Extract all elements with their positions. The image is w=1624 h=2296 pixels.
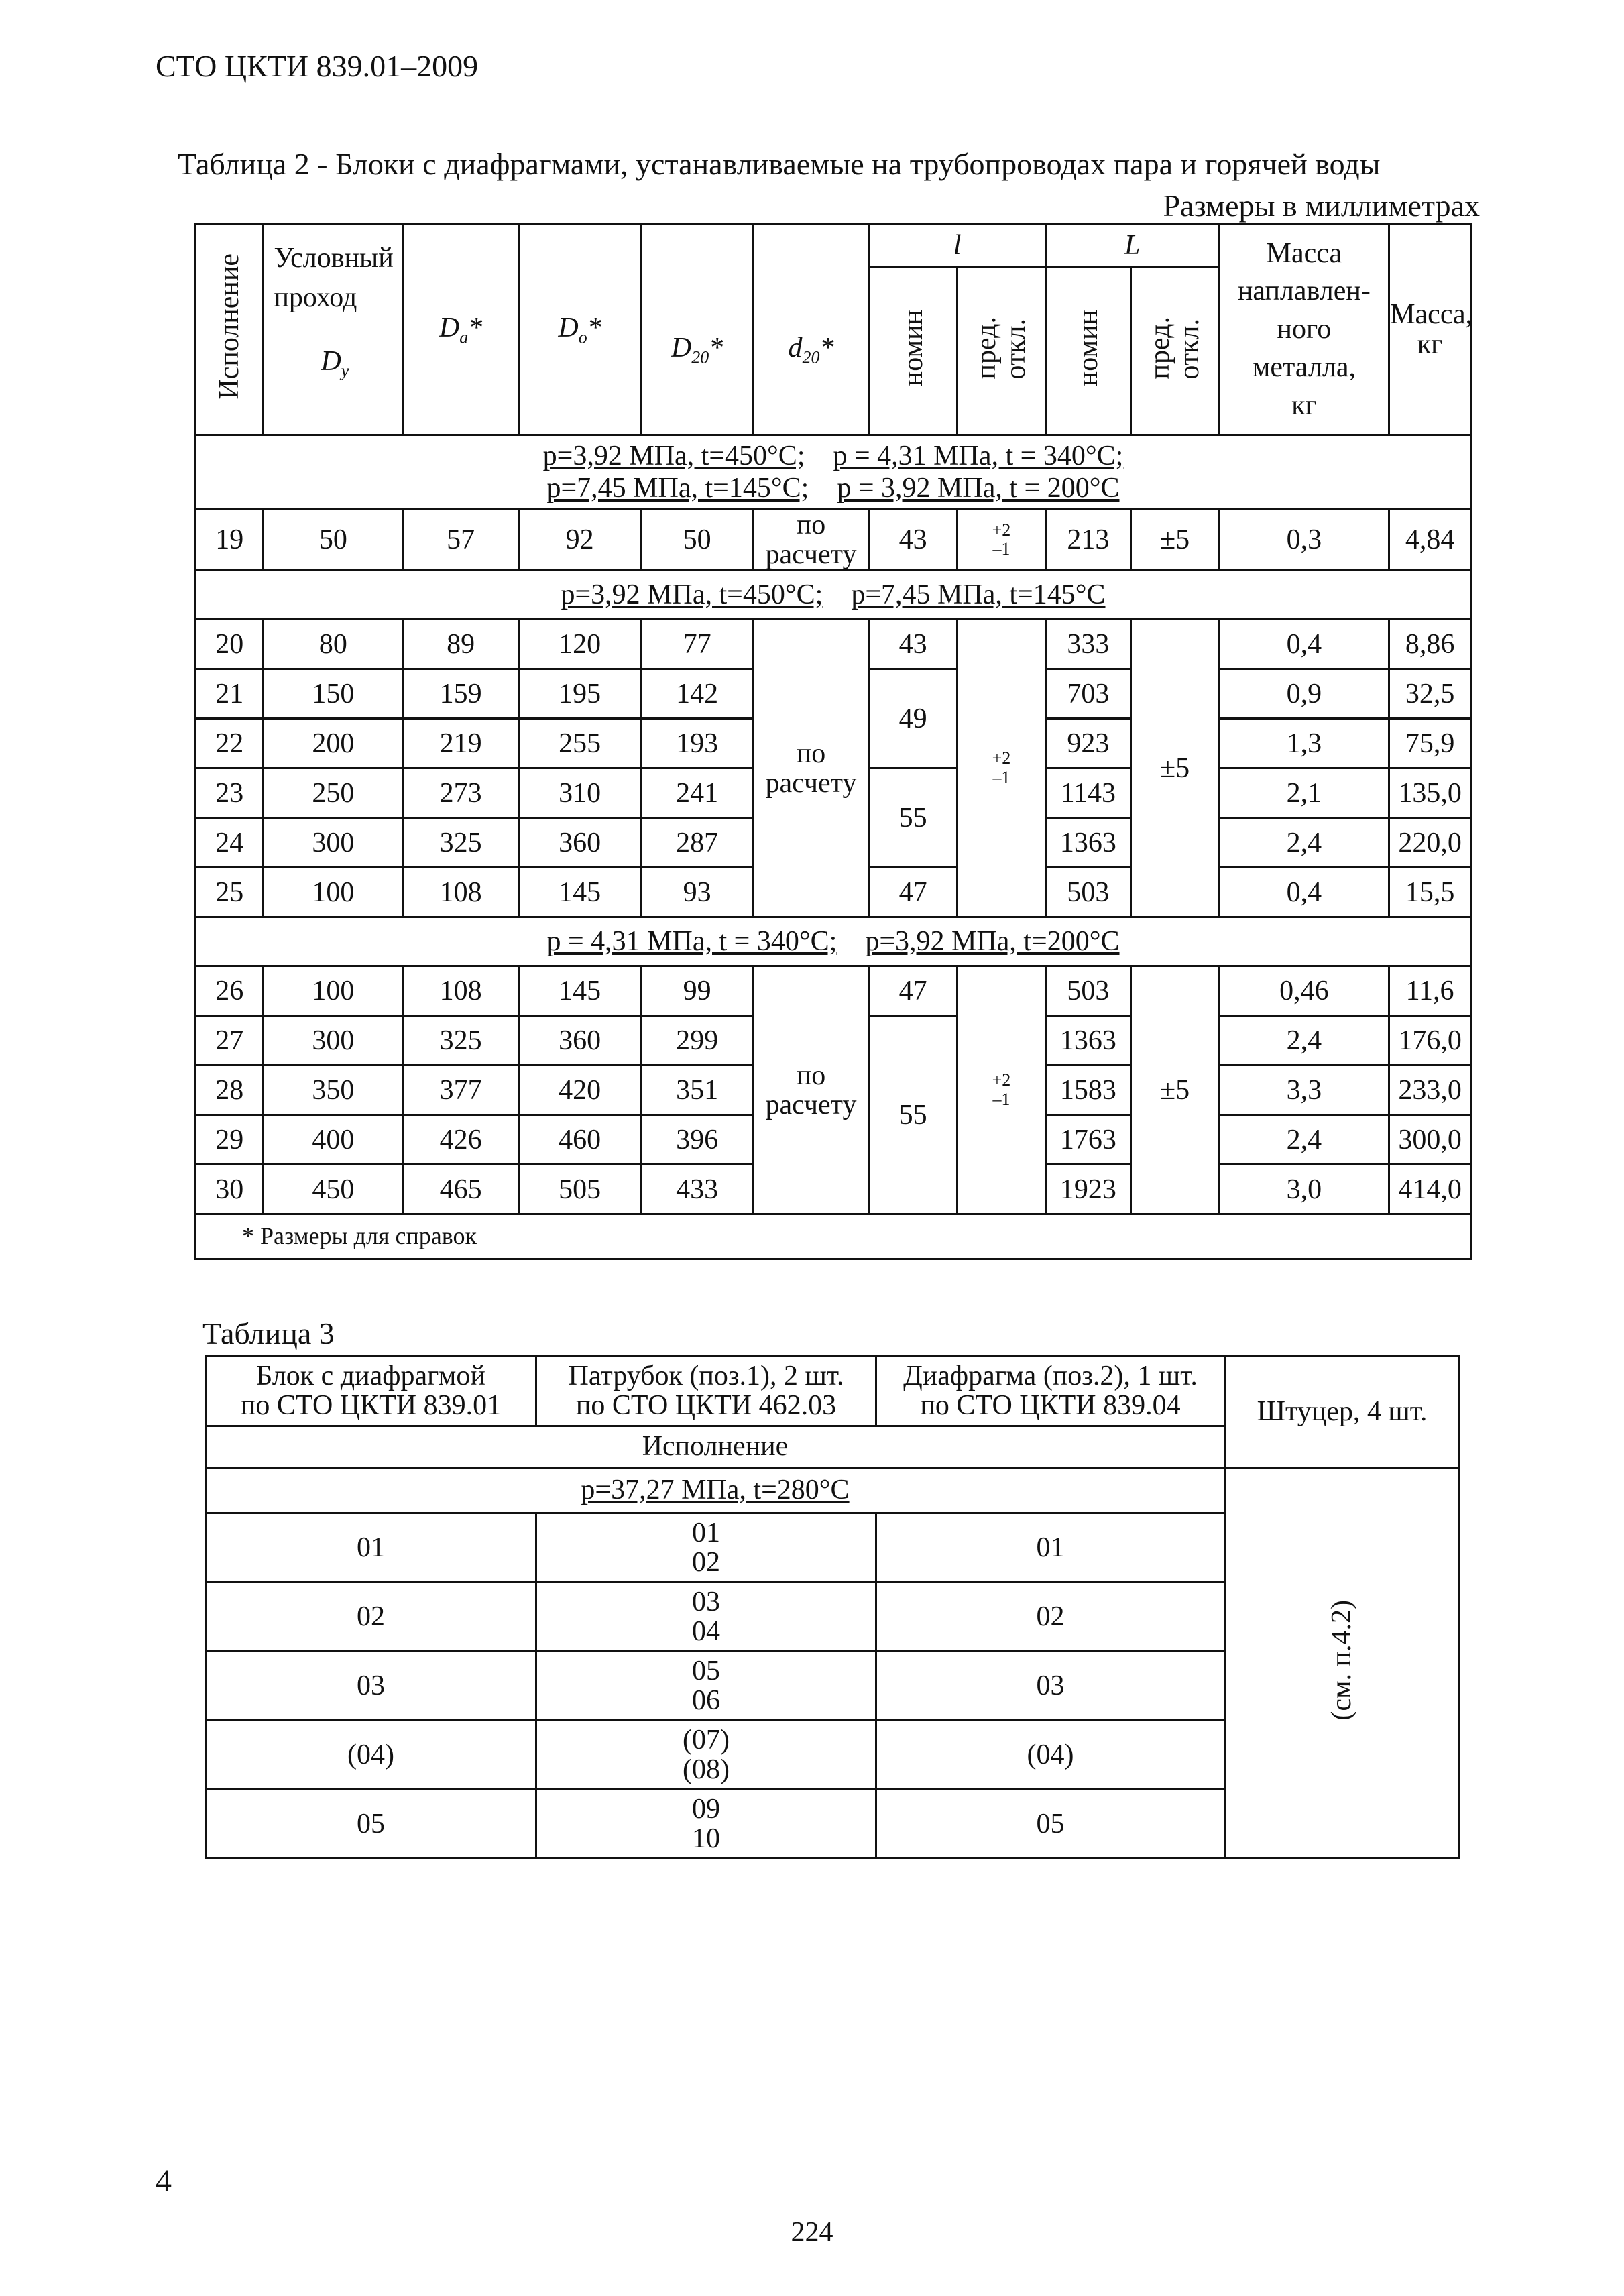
table-row: 29 400 426 460 396 1763 2,4 300,0 [196, 1115, 1471, 1165]
header-patrubok: Патрубок (поз.1), 2 шт. по СТО ЦКТИ 462.03 [536, 1356, 876, 1426]
header-L-nomin: номин [1045, 268, 1130, 435]
header-l-nomin: номин [869, 268, 958, 435]
table-row: 02 03 04 02 [206, 1583, 1460, 1652]
table-row: 28 350 377 420 351 1583 3,3 233,0 [196, 1066, 1471, 1115]
header-uslovny-prohod: Условный проход $D_у$ [264, 225, 403, 435]
condition-row-2: р=3,92 МПа, t=450°С; р=7,45 МПа, t=145°С [196, 571, 1471, 620]
table-row: 19 50 57 92 50 по расчету 43 +2 –1 213 ±5 0,3 4,84 [196, 510, 1471, 571]
table-row: 24 300 325 360 287 1363 2,4 220,0 [196, 818, 1471, 868]
table-row: 21 150 159 195 142 49 703 0,9 32,5 [196, 669, 1471, 719]
header-d20: $D_{20}*$ [641, 225, 753, 435]
header-L: L [1045, 225, 1219, 268]
table-row: 25 100 108 145 93 47 503 0,4 15,5 [196, 868, 1471, 917]
document-code: СТО ЦКТИ 839.01–2009 [156, 49, 479, 83]
shtucer-note: (см. п.4.2) [1225, 1468, 1460, 1859]
header-massa: Масса, кг [1389, 225, 1471, 435]
header-d20-small: $d_{20}*$ [753, 225, 868, 435]
table-row: 03 05 06 03 [206, 1652, 1460, 1721]
header-block: Блок с диафрагмой по СТО ЦКТИ 839.01 [206, 1356, 536, 1426]
table2-caption: Таблица 2 - Блоки с диафрагмами, устанавливаемые на трубопроводах пара и горячей воды [178, 147, 1381, 181]
header-shtucer: Штуцер, 4 шт. [1225, 1356, 1460, 1468]
header-L-pred-otkl: пред.откл. [1130, 268, 1219, 435]
table-row: 27 300 325 360 299 55 1363 2,4 176,0 [196, 1016, 1471, 1066]
table3-caption: Таблица 3 [202, 1316, 335, 1351]
condition-row-1: р=3,92 МПа, t=450°С; р = 4,31 МПа, t = 340°С; р=7,45 МПа, t=145°С; р = 3,92 МПа, t = 200°С [196, 435, 1471, 510]
header-l-pred-otkl: пред.откл. [958, 268, 1046, 435]
table3-condition: р=37,27 МПа, t=280°С [206, 1468, 1225, 1513]
header-massa-naplavlennogo: Масса наплавлен- ного металла, кг [1219, 225, 1389, 435]
header-l: l [869, 225, 1046, 268]
table-row: 05 09 10 05 [206, 1790, 1460, 1859]
header-ispolnenie: Исполнение [196, 225, 264, 435]
table-row: 01 01 02 01 [206, 1513, 1460, 1583]
table2-units: Размеры в миллиметрах [1163, 188, 1480, 223]
header-ispolnenie: Исполнение [206, 1426, 1225, 1468]
table-row: 22 200 219 255 193 923 1,3 75,9 [196, 719, 1471, 768]
header-diafragma: Диафрагма (поз.2), 1 шт. по СТО ЦКТИ 839.04 [876, 1356, 1225, 1426]
table-row: (04) (07) (08) (04) [206, 1721, 1460, 1790]
header-do: $D_o*$ [518, 225, 641, 435]
table-row: 26 100 108 145 99 по расчету 47 +2 –1 503 ±5 0,46 11,6 [196, 966, 1471, 1016]
table2 [194, 223, 1472, 1260]
table-row: 23 250 273 310 241 55 1143 2,1 135,0 [196, 768, 1471, 818]
condition-row-3: р = 4,31 МПа, t = 340°С; р=3,92 МПа, t=200°С [196, 917, 1471, 966]
table2-footnote: * Размеры для справок [196, 1214, 1471, 1259]
table3 [205, 1355, 1460, 1859]
table-row: 20 80 89 120 77 по расчету 43 +2 –1 333 ±5 0,4 8,86 [196, 620, 1471, 669]
table-row: 30 450 465 505 433 1923 3,0 414,0 [196, 1165, 1471, 1214]
header-da: $D_a*$ [403, 225, 518, 435]
section-page-number: 4 [156, 2163, 172, 2199]
page-number: 224 [791, 2217, 833, 2248]
